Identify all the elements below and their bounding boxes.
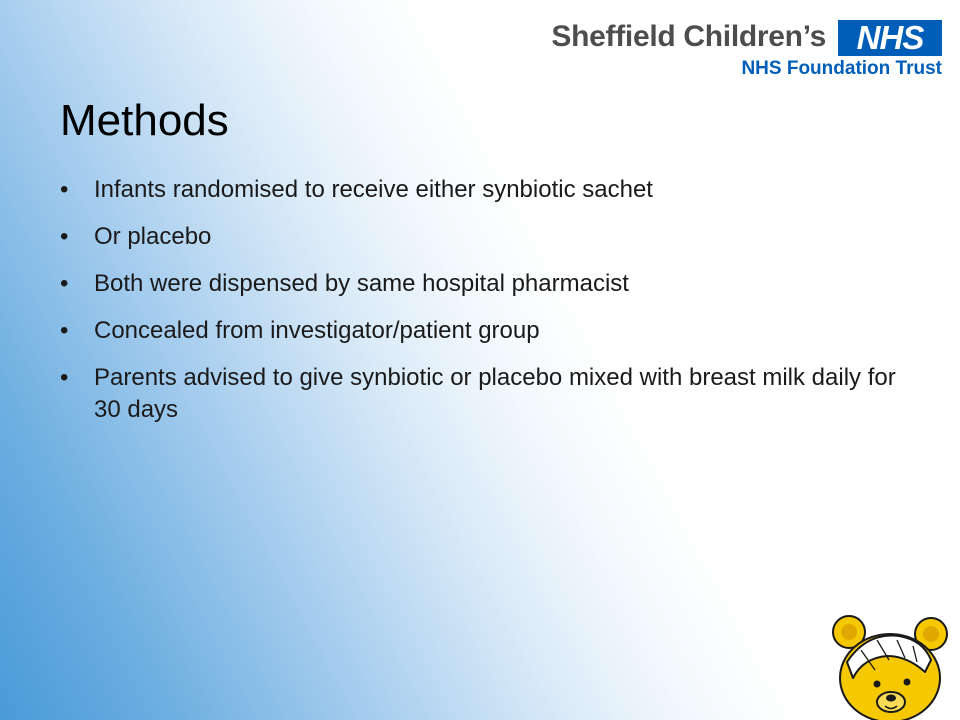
bullet-marker: • xyxy=(60,176,69,203)
sheffield-childrens-nhs-logo xyxy=(551,18,942,80)
bullet-item xyxy=(60,174,900,206)
logo-org-name: Sheffield Children’s xyxy=(551,20,826,53)
nhs-mark: NHS xyxy=(838,20,942,56)
bullet-text: Infants randomised to receive either synbiotic sachet xyxy=(94,176,653,203)
bullet-marker: • xyxy=(60,270,69,297)
bullet-list xyxy=(60,174,900,441)
bullet-text: Parents advised to give synbiotic or placebo mixed with breast milk daily for 30 days xyxy=(94,364,896,423)
bullet-marker: • xyxy=(60,364,69,391)
bullet-text: Concealed from investigator/patient group xyxy=(94,317,540,344)
slide-title: Methods xyxy=(60,96,229,145)
bullet-text: Both were dispensed by same hospital pharmacist xyxy=(94,270,629,297)
bullet-item xyxy=(60,221,900,253)
bullet-item xyxy=(60,268,900,300)
bullet-marker: • xyxy=(60,317,69,344)
bullet-item xyxy=(60,315,900,347)
logo-subtitle: NHS Foundation Trust xyxy=(741,58,942,79)
teddy-bear-with-bandage-icon xyxy=(827,610,952,720)
bullet-text: Or placebo xyxy=(94,223,212,250)
bullet-marker: • xyxy=(60,223,69,250)
bullet-item xyxy=(60,362,900,426)
